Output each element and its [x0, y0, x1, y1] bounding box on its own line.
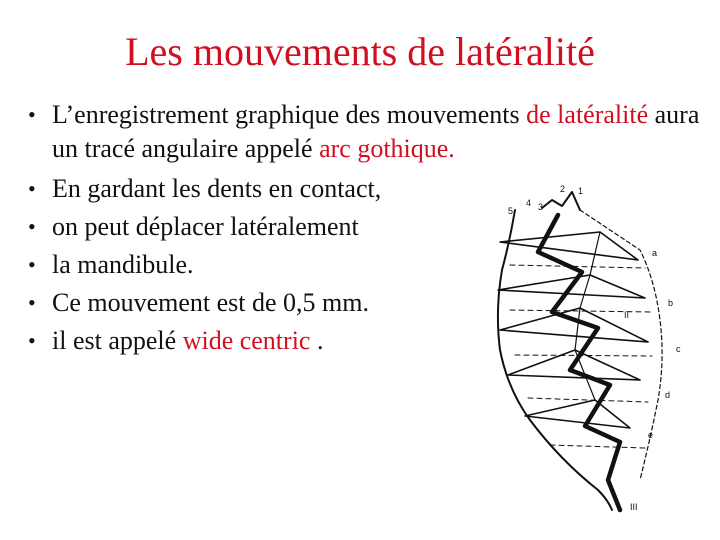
bullet-text: Ce mouvement est de 0,5 mm.: [52, 288, 370, 317]
bullet-dot: •: [28, 176, 36, 201]
bullet-dot: •: [28, 290, 36, 315]
bullet-text: il est appelé: [52, 326, 183, 355]
bullet-item: [28, 98, 716, 166]
diagram-label: 1: [578, 186, 584, 196]
diagram-label: II: [624, 310, 630, 320]
highlight-text: wide centric: [182, 326, 311, 355]
highlight-text: de latéralité: [526, 100, 649, 129]
diagram-label: 5: [508, 206, 514, 216]
diagram-label: c: [676, 344, 681, 354]
bullet-text: En gardant les dents en contact,: [52, 174, 382, 203]
bullet-dot: •: [28, 328, 36, 353]
bullet-text: L’enregistrement graphique des mouvements: [52, 100, 527, 129]
bullet-item: [28, 286, 492, 320]
diagram-label: b: [668, 298, 674, 308]
diagram-label: e: [648, 430, 654, 440]
diagram-label: III: [630, 502, 638, 512]
bullet-dot: •: [28, 252, 36, 277]
bullet-text: on peut déplacer latéralement: [52, 212, 359, 241]
bullet-text: la mandibule.: [52, 250, 194, 279]
diagram-label: 4: [526, 198, 532, 208]
highlight-text: arc gothique.: [319, 134, 455, 163]
bullet-item: [28, 248, 492, 282]
diagram-label: d: [665, 390, 671, 400]
diagram-label: 2: [560, 184, 566, 194]
slide-title: Les mouvements de latéralité: [125, 29, 595, 74]
diagram-label: 3: [538, 202, 544, 212]
diagram-label: a: [652, 248, 658, 258]
bullet-text: aura un tracé angulaire appelé: [52, 100, 700, 163]
bullet-text: .: [310, 326, 324, 355]
bullet-item: [28, 172, 492, 206]
bullet-item: [28, 324, 492, 358]
bullet-dot: •: [28, 102, 36, 127]
bullet-dot: •: [28, 214, 36, 239]
bullet-item: [28, 210, 492, 244]
gothic-arch-diagram: [480, 180, 700, 525]
